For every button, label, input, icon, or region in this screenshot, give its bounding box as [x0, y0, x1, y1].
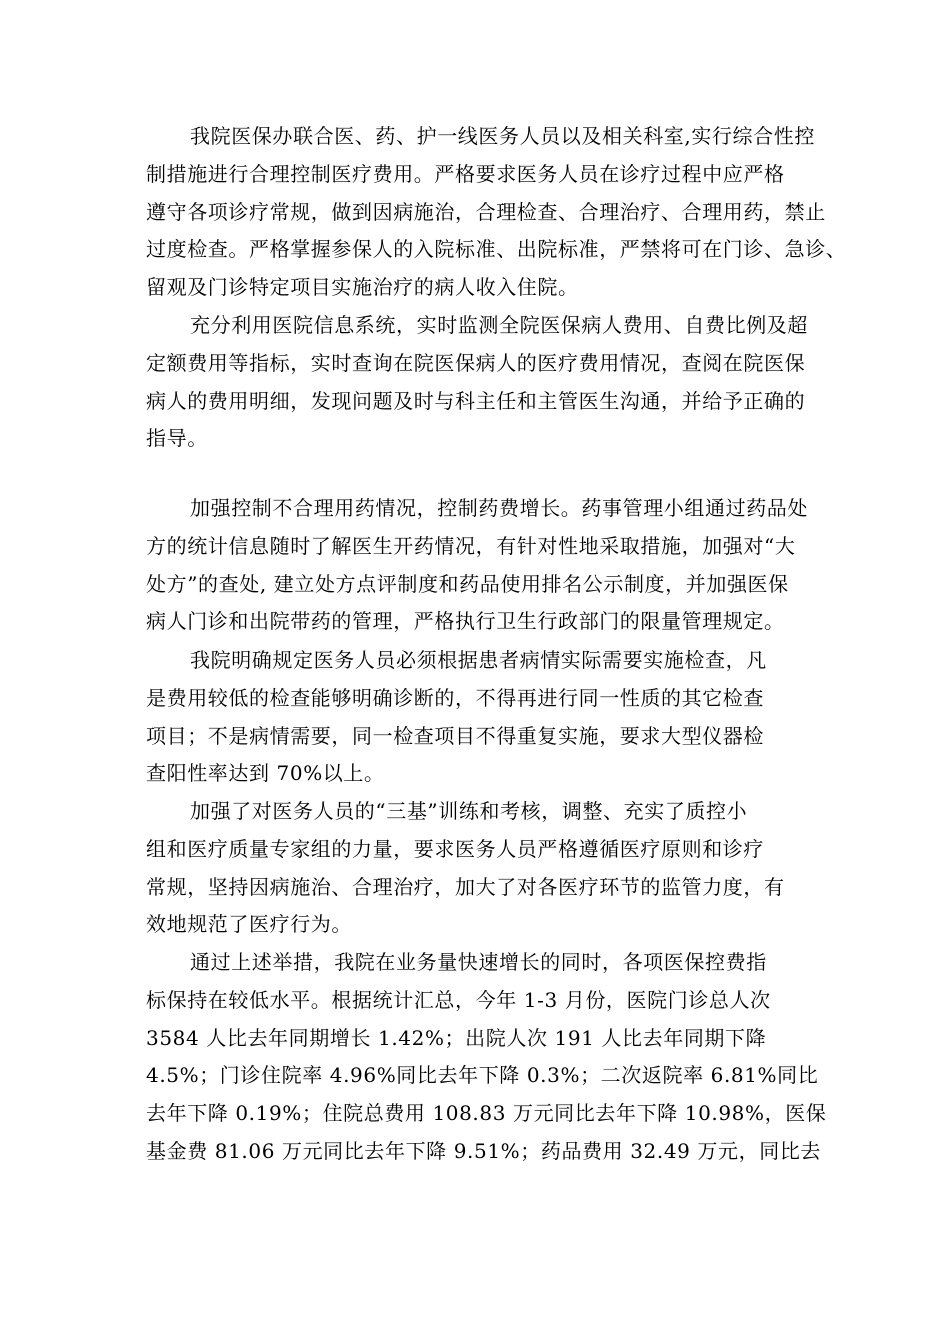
text-line: 效地规范了医疗行为。: [146, 912, 352, 936]
text-line: 常规，坚持因病施治、合理治疗，加大了对各医疗环节的监管力度，有: [146, 875, 785, 899]
text-line: 我院医保办联合医、药、护一线医务人员以及相关科室,实行综合性控: [190, 124, 815, 148]
text-line: 制措施进行合理控制医疗费用。严格要求医务人员在诊疗过程中应严格: [146, 162, 785, 186]
text-line: 我院明确规定医务人员必须根据患者病情实际需要实施检查，凡: [190, 648, 767, 672]
text-line: 留观及门诊特定项目实施治疗的病人收入住院。: [146, 275, 579, 299]
text-line: 3584 人比去年同期增长 1.42%；出院人次 191 人比去年同期下降: [146, 1026, 767, 1050]
text-line: 方的统计信息随时了解医生开药情况，有针对性地采取措施，加强对“大: [146, 534, 796, 558]
text-line: 去年下降 0.19%；住院总费用 108.83 万元同比去年下降 10.98%，医保: [146, 1101, 827, 1125]
text-line: 充分利用医院信息系统，实时监测全院医保病人费用、自费比例及超: [190, 313, 808, 337]
text-line: 加强了对医务人员的“三基”训练和考核，调整、充实了质控小: [190, 799, 748, 823]
text-line: 处方”的查处, 建立处方点评制度和药品使用排名公示制度，并加强医保: [146, 572, 789, 596]
text-line: 病人门诊和出院带药的管理，严格执行卫生行政部门的限量管理规定。: [146, 609, 785, 633]
text-line: 标保持在较低水平。根据统计汇总，今年 1-3 月份，医院门诊总人次: [146, 988, 771, 1012]
text-line: 病人的费用明细，发现问题及时与科主任和主管医生沟通，并给予正确的: [146, 389, 806, 413]
text-line: 组和医疗质量专家组的力量，要求医务人员严格遵循医疗原则和诊疗: [146, 837, 764, 861]
text-line: 4.5%；门诊住院率 4.96%同比去年下降 0.3%；二次返院率 6.81%同比: [146, 1063, 819, 1087]
text-line: 过度检查。严格掌握参保人的入院标准、出院标准，严禁将可在门诊、急诊、: [146, 237, 847, 261]
text-line: 指导。: [146, 426, 208, 450]
text-line: 加强控制不合理用药情况，控制药费增长。药事管理小组通过药品处: [190, 496, 808, 520]
text-line: 查阳性率达到 70%以上。: [146, 761, 385, 785]
text-line: 遵守各项诊疗常规，做到因病施治，合理检查、合理治疗、合理用药，禁止: [146, 200, 826, 224]
text-line: 定额费用等指标，实时查询在院医保病人的医疗费用情况，查阅在院医保: [146, 351, 806, 375]
text-line: 基金费 81.06 万元同比去年下降 9.51%；药品费用 32.49 万元，同比去: [146, 1139, 822, 1163]
text-line: 项目；不是病情需要，同一检查项目不得重复实施，要求大型仪器检: [146, 724, 764, 748]
text-line: 通过上述举措，我院在业务量快速增长的同时，各项医保控费指: [190, 950, 767, 974]
text-line: 是费用较低的检查能够明确诊断的，不得再进行同一性质的其它检查: [146, 686, 764, 710]
